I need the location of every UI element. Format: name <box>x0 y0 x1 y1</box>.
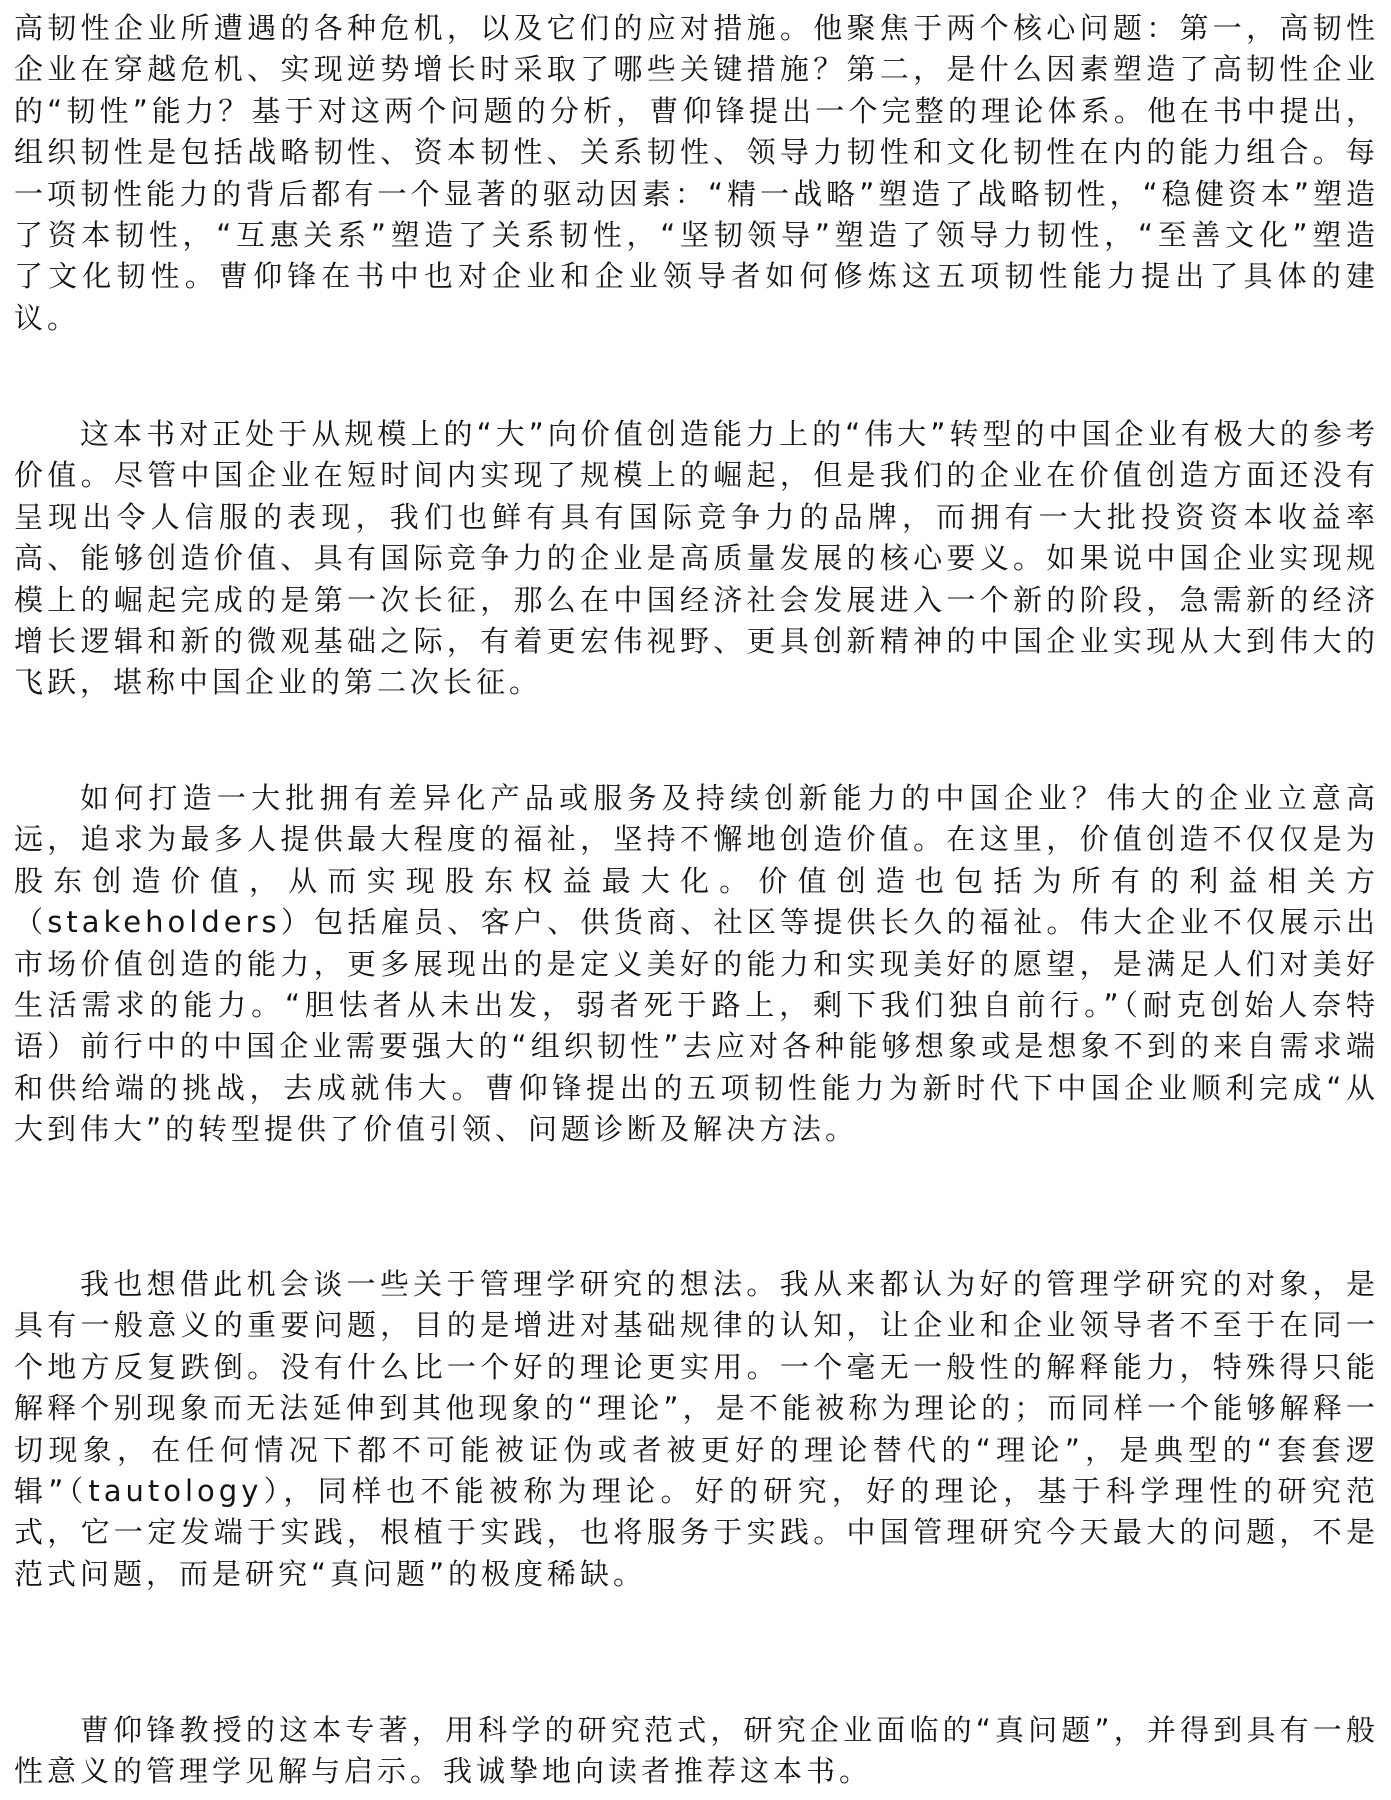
paragraph-1: 高韧性企业所遭遇的各种危机，以及它们的应对措施。他聚焦于两个核心问题：第一，高韧性企业在穿越危机、实现逆势增长时采取了哪些关键措施？第二，是什么因素塑造了高韧性企业的“韧性”能力？基于对这两个问题的分析，曹仰锋提出一个完整的理论体系。他在书中提出，组织韧性是包括战略韧性、资本韧性、关系韧性、领导力韧性和文化韧性在内的能力组合。每一项韧性能力的背后都有一个显著的驱动因素：“精一战略”塑造了战略韧性，“稳健资本”塑造了资本韧性，“互惠关系”塑造了关系韧性，“坚韧领导”塑造了领导力韧性，“至善文化”塑造了文化韧性。曹仰锋在书中也对企业和企业领导者如何修炼这五项韧性能力提出了具体的建议。 <box>14 11 1379 335</box>
paragraph-4: 我也想借此机会谈一些关于管理学研究的想法。我从来都认为好的管理学研究的对象，是具有一般意义的重要问题，目的是增进对基础规律的认知，让企业和企业领导者不至于在同一个地方反复跌倒。没有什么比一个好的理论更实用。一个毫无一般性的解释能力，特殊得只能解释个别现象而无法延伸到其他现象的“理论”，是不能被称为理论的；而同样一个能够解释一切现象，在任何情况下都不可能被证伪或者被更好的理论替代的“理论”，是典型的“套套逻辑”（tautology），同样也不能被称为理论。好的研究，好的理论，基于科学理性的研究范式，它一定发端于实践，根植于实践，也将服务于实践。中国管理研究今天最大的问题，不是范式问题，而是研究“真问题”的极度稀缺。 <box>14 1267 1379 1591</box>
paragraph-2: 这本书对正处于从规模上的“大”向价值创造能力上的“伟大”转型的中国企业有极大的参考价值。尽管中国企业在短时间内实现了规模上的崛起，但是我们的企业在价值创造方面还没有呈现出令人信服的表现，我们也鲜有具有国际竞争力的品牌，而拥有一大批投资资本收益率高、能够创造价值、具有国际竞争力的企业是高质量发展的核心要义。如果说中国企业实现规模上的崛起完成的是第一次长征，那么在中国经济社会发展进入一个新的阶段，急需新的经济增长逻辑和新的微观基础之际，有着更宏伟视野、更具创新精神的中国企业实现从大到伟大的飞跃，堪称中国企业的第二次长征。 <box>14 417 1379 700</box>
paragraph-5: 曹仰锋教授的这本专著，用科学的研究范式，研究企业面临的“真问题”，并得到具有一般性意义的管理学见解与启示。我诚挚地向读者推荐这本书。 <box>14 1713 1379 1789</box>
paragraph-3: 如何打造一大批拥有差异化产品或服务及持续创新能力的中国企业？伟大的企业立意高远，追求为最多人提供最大程度的福祉，坚持不懈地创造价值。在这里，价值创造不仅仅是为股东创造价值，从而实现股东权益最大化。价值创造也包括为所有的利益相关方（stakeholders）包括雇员、客户、供货商、社区等提供长久的福祉。伟大企业不仅展示出市场价值创造的能力，更多展现出的是定义美好的能力和实现美好的愿望，是满足人们对美好生活需求的能力。“胆怯者从未出发，弱者死于路上，剩下我们独自前行。”（耐克创始人奈特语）前行中的中国企业需要强大的“组织韧性”去应对各种能够想象或是想象不到的来自需求端和供给端的挑战，去成就伟大。曹仰锋提出的五项韧性能力为新时代下中国企业顺利完成“从大到伟大”的转型提供了价值引领、问题诊断及解决方法。 <box>14 781 1379 1147</box>
